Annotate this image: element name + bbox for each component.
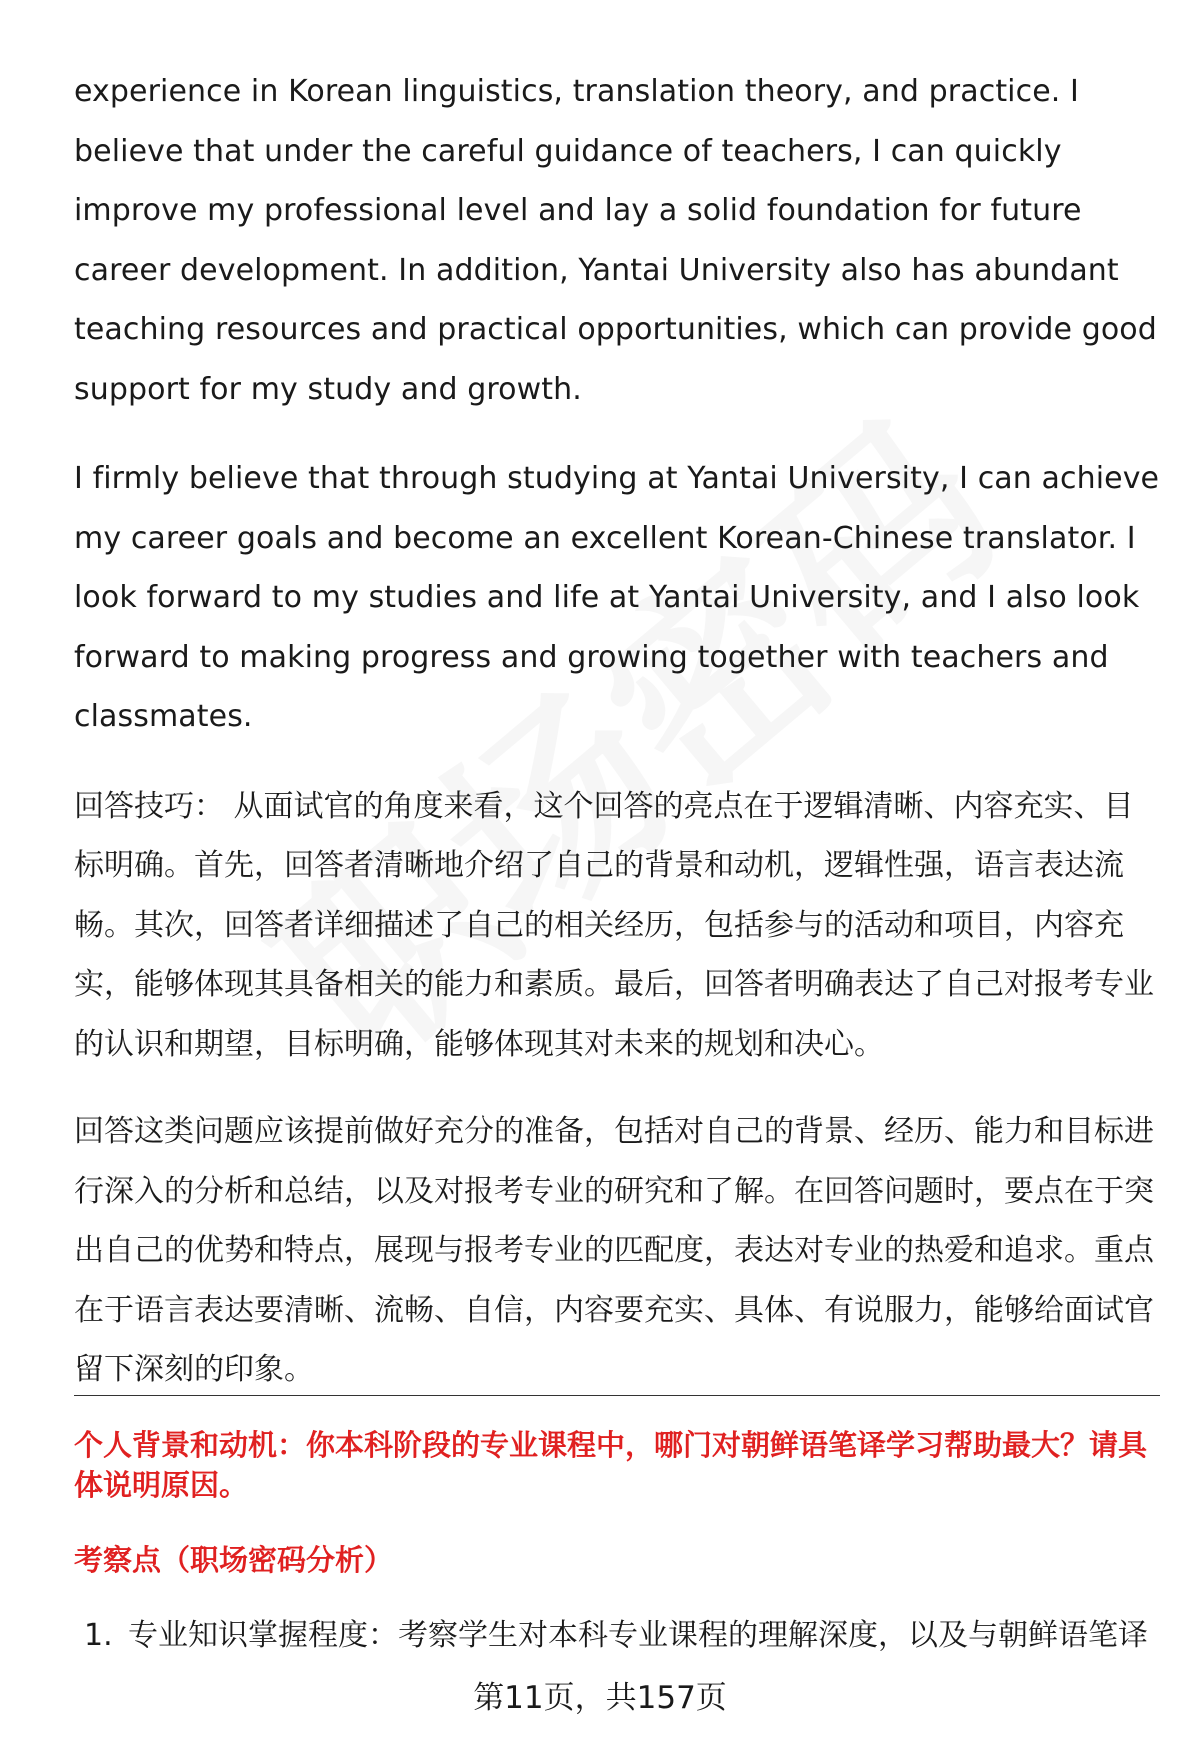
list-item <box>84 1614 1160 1658</box>
answer-tips-paragraph: 回答技巧： 从面试官的角度来看，这个回答的亮点在于逻辑清晰、内容充实、目标明确。首先，回答者清晰地介绍了自己的背景和动机，逻辑性强，语言表达流畅。其次，回答者详细描述了自己的相关经历，包括参与的活动和项目，内容充实，能够体现其具备相关的能力和素质。最后，回答者明确表达了自己对报考专业的认识和期望，目标明确，能够体现其对未来的规划和决心。 <box>74 788 1154 1062</box>
assessment-points-heading: 考察点（职场密码分析） <box>74 1543 394 1577</box>
answer-advice-paragraph: 回答这类问题应该提前做好充分的准备，包括对自己的背景、经历、能力和目标进行深入的分析和总结，以及对报考专业的研究和了解。在回答问题时，要点在于突出自己的优势和特点，展现与报考专业的匹配度，表达对专业的热爱和追求。重点在于语言表达要清晰、流畅、自信，内容要充实、具体、有说服力，能够给面试官留下深刻的印象。 <box>74 1114 1154 1387</box>
answer-paragraph-2: I firmly believe that through studying at Yantai University, I can achieve my career goals and become an excellent Korean-Chinese translator. I look forward to my studies and life at Yantai University, and I also look forward to making progress and growing together with teachers and classmates. <box>74 461 1160 734</box>
page-content <box>74 62 1160 1400</box>
answer-paragraph-1: experience in Korean linguistics, translation theory, and practice. I believe that under the careful guidance of teachers, I can quickly improve my professional level and lay a solid foundation for future career development. In addition, Yantai University also has abundant teaching resources and practical opportunities, which can provide good support for my study and growth. <box>74 74 1157 407</box>
section-divider <box>74 1395 1160 1396</box>
question-title: 个人背景和动机：你本科阶段的专业课程中，哪门对朝鲜语笔译学习帮助最大？请具体说明原因。 <box>74 1428 1148 1502</box>
list-item-text: 专业知识掌握程度：考察学生对本科专业课程的理解深度，以及与朝鲜语笔译 <box>128 1618 1148 1653</box>
list-item-number: 1. <box>84 1618 113 1653</box>
page-number: 第11页，共157页 <box>473 1680 727 1716</box>
